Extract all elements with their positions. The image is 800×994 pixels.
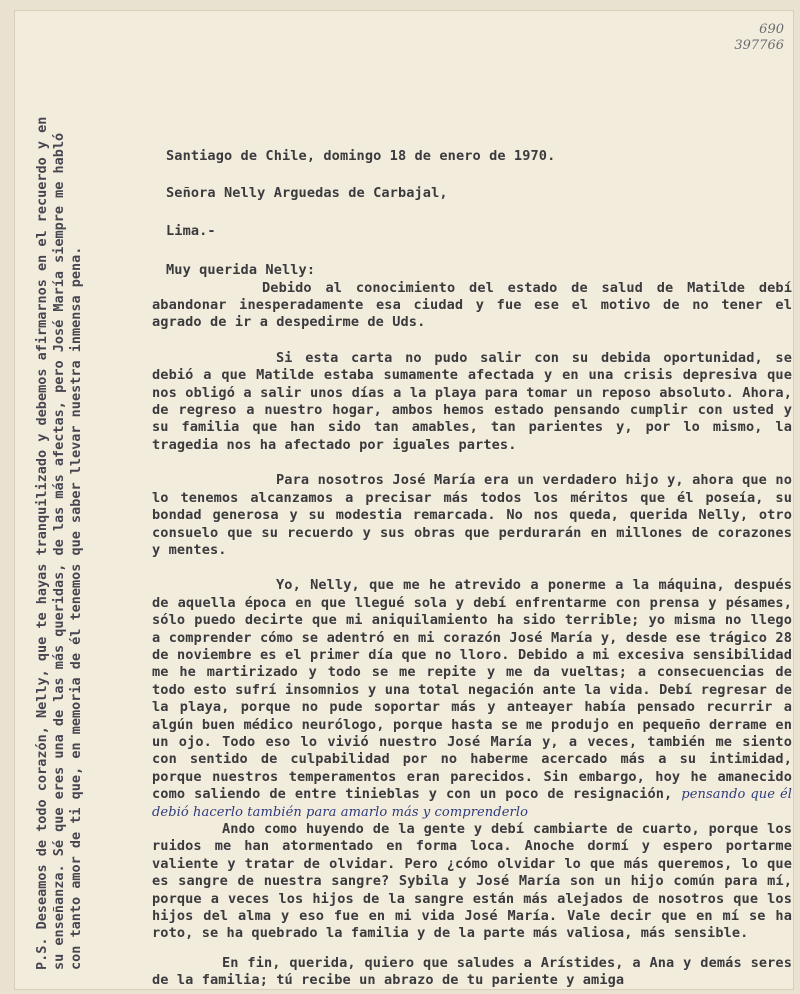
handwritten-insert: pensando que él debió hacerlo también para amarlo más y comprenderlo [152,787,792,820]
salutation: Muy querida Nelly: [166,262,316,279]
paragraph-3: Para nosotros José María era un verdadero hijo y, ahora que no lo tenemos alcanzamos a precisar más todos los méritos que él poseía, su bondad generosa y su modestia remarcada. No nos queda, querida Nelly, otro consuelo que su recuerdo y sus obras que perdurarán en millones de corazones y mentes. [152,472,792,558]
paragraph-4 [152,577,792,821]
letter-body [152,148,792,990]
archive-number [716,22,784,54]
addressee-city: Lima.- [166,222,216,239]
archive-number-line-1: 690 [759,22,784,37]
paragraph-1: Debido al conocimiento del estado de salud de Matilde debí abandonar inesperadamente esa ciudad y fue ese el motivo de no tener el agrado de ir a despedirme de Uds. [152,279,792,331]
dateline: Santiago de Chile, domingo 18 de enero de 1970. [166,148,556,164]
addressee: Señora Nelly Arguedas de Carbajal, [166,185,448,202]
letter-sheet [14,10,794,990]
postscript-margin-note: P.S. Deseamos de todo corazón, Nelly, que te hayas tranquilizado y debemos afirmarnos en el recuerdo y en su enseñanza. Sé que eres una de las más queridas, de las más afectas, pero José María siempre me habló con tanto amor de ti que, en memoria de él tenemos que saber llevar nuestra inmensa pena. [34,116,84,970]
archive-number-line-2: 397766 [734,38,784,53]
paragraph-4-typed: Yo, Nelly, que me he atrevido a ponerme a la máquina, después de aquella época en que llegué sola y debí enfrentarme con prensa y pésames, sólo puedo decirte que mi aniquilamiento ha sido terrible; yo misma no llego a comprender cómo se adentró en mi corazón José María y, desde ese trágico 28 de noviembre es el primer día que no lloro. Debido a mi excesiva sensibilidad me he martirizado y todo se me repite y me da vueltas; a consecuencias de todo esto sufrí insomnios y una total negación ante la vida. Debí regresar de la playa, porque no pude soportar más y anteayer había pensado recurrir a algún buen médico neurólogo, porque hasta se me produjo en pequeño derrame en un ojo. Todo eso lo vivió nuestro José María y, a veces, también me siento con sentido de culpabilidad por no haberme acercado más a su intimidad, porque nuestros temperamentos eran parecidos. Sin embargo, hoy he amanecido como saliendo de entre tinieblas y con un poco de resignación, [152,577,792,803]
closing-paragraph: En fin, querida, quiero que saludes a Arístides, a Ana y demás seres de la familia; tú recibe un abrazo de tu pariente y amiga [152,954,792,989]
paragraph-5: Ando como huyendo de la gente y debí cambiarte de cuarto, porque los ruidos me han atormentado en forma loca. Anoche dormí y espero portarme valiente y tratar de olvidar. Pero ¿cómo olvidar lo que más queremos, lo que es sangre de nuestra sangre? Sybila y José María son un hijo común para mí, porque a veces los hijos de la sangre están más alejados de nosotros que los hijos del alma y eso fue en mi vida José María. Vale decir que en mí se ha roto, se ha quebrado la familia y de la parte más valiosa, más sensible. [152,821,792,942]
paragraph-2: Si esta carta no pudo salir con su debida oportunidad, se debió a que Matilde estaba sumamente afectada y en una crisis depresiva que nos obligó a salir unos días a la playa para tomar un reposo absoluto. Ahora, de regreso a nuestro hogar, ambos hemos estado pensando cumplir con usted y su familia que han sido tan amables, tan parientes y, por lo mismo, la tragedia nos ha afectado por iguales partes. [152,349,792,453]
